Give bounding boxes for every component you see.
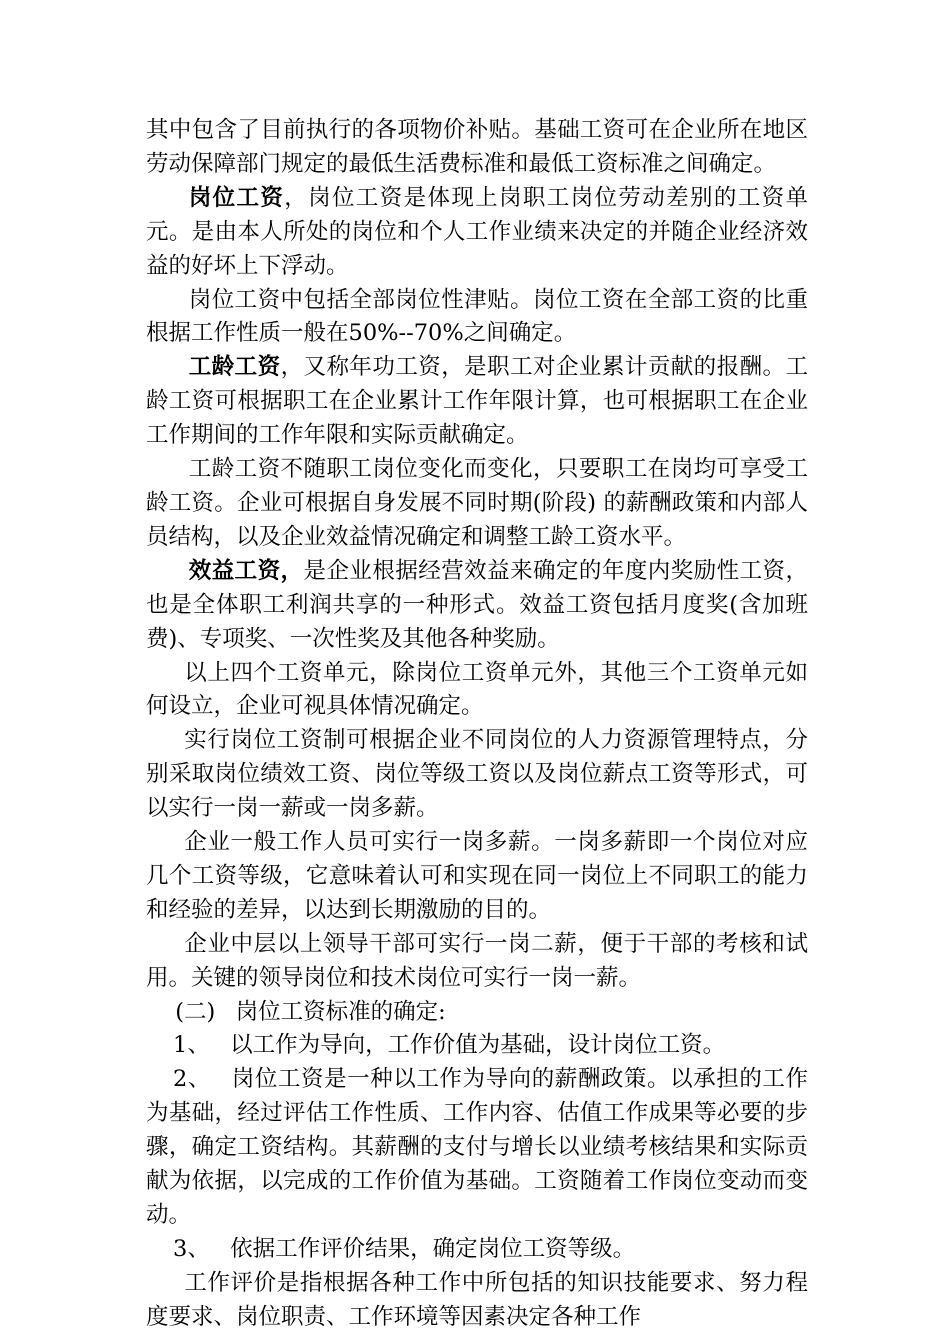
- section-heading-text: 岗位工资标准的确定:: [235, 998, 446, 1025]
- list-item-1-text: 以工作为导向，工作价值为基础，设计岗位工资。: [230, 1032, 726, 1059]
- paragraph-seniority-wage-text: ，又称年功工资，是职工对企业累计贡献的报酬。工龄工资可根据职工在企业累计工作年限计算，也可根据职工在企业工作期间的工作年限和实际贡献确定。: [146, 354, 808, 449]
- paragraph-post-wage-text: ，岗位工资是体现上岗职工岗位劳动差别的工资单元。是由本人所处的岗位和个人工作业绩来决定的并随企业经济效益的好坏上下浮动。: [146, 184, 808, 279]
- paragraph-four-units: 以上四个工资单元，除岗位工资单元外，其他三个工资单元如何设立，企业可视具体情况确定。: [146, 659, 808, 720]
- list-item-3-text: 依据工作评价结果，确定岗位工资等级。: [230, 1235, 636, 1262]
- list-item-2-number: 2、: [173, 1066, 211, 1093]
- term-seniority-wage: 工龄工资: [188, 354, 281, 381]
- paragraph-post-allowance: 岗位工资中包括全部岗位性津贴。岗位工资在全部工资的比重根据工作性质一般在50%--70%之间确定。: [146, 286, 808, 347]
- paragraph-job-evaluation: 工作评价是指根据各种工作中所包括的知识技能要求、努力程度要求、岗位职责、工作环境等因素决定各种工作: [146, 1269, 808, 1330]
- document-body: [146, 114, 808, 1335]
- list-item-2: [146, 1063, 808, 1233]
- list-item-1-number: 1、: [173, 1032, 210, 1059]
- list-item-2-text: 岗位工资是一种以工作为导向的薪酬政策。以承担的工作为基础，经过评估工作性质、工作内容、估值工作成果等必要的步骤，确定工资结构。其薪酬的支付与增长以业绩考核结果和实际贡献为依据，以完成的工作价值为基础。工资随着工作岗位变动而变动。: [146, 1066, 808, 1228]
- paragraph-seniority-detail: 工龄工资不随职工岗位变化而变化，只要职工在岗均可享受工龄工资。企业可根据自身发展不同时期(阶段) 的薪酬政策和内部人员结构，以及企业效益情况确定和调整工龄工资水平。: [146, 456, 808, 550]
- paragraph-middle-managers: 企业中层以上领导干部可实行一岗二薪，便于干部的考核和试用。关键的领导岗位和技术岗位可实行一岗一薪。: [146, 930, 808, 991]
- paragraph-benefit-wage: [146, 555, 808, 657]
- term-benefit-wage: 效益工资，: [188, 557, 304, 584]
- paragraph-post-wage-system: 实行岗位工资制可根据企业不同岗位的人力资源管理特点，分别采取岗位绩效工资、岗位等级工资以及岗位薪点工资等形式，可以实行一岗一薪或一岗多薪。: [146, 727, 808, 822]
- list-item-1: [146, 1029, 808, 1063]
- section-heading: [146, 996, 808, 1030]
- term-post-wage: 岗位工资: [188, 184, 285, 211]
- paragraph-post-wage: [146, 182, 808, 284]
- list-item-3: [146, 1233, 808, 1267]
- paragraph-benefit-wage-text: 是企业根据经营效益来确定的年度内奖励性工资，也是全体职工利润共享的一种形式。效益工资包括月度奖(含加班费)、专项奖、一次性奖及其他各种奖励。: [146, 557, 808, 652]
- section-heading-number: (二): [175, 998, 216, 1025]
- paragraph-basic-wage: 其中包含了目前执行的各项物价补贴。基础工资可在企业所在地区劳动保障部门规定的最低生活费标准和最低工资标准之间确定。: [146, 117, 808, 177]
- paragraph-seniority-wage: [146, 351, 808, 453]
- paragraph-general-staff: 企业一般工作人员可实行一岗多薪。一岗多薪即一个岗位对应几个工资等级，它意味着认可和实现在同一岗位上不同职工的能力和经验的差异，以达到长期激励的目的。: [146, 829, 808, 923]
- list-item-3-number: 3、: [173, 1235, 210, 1262]
